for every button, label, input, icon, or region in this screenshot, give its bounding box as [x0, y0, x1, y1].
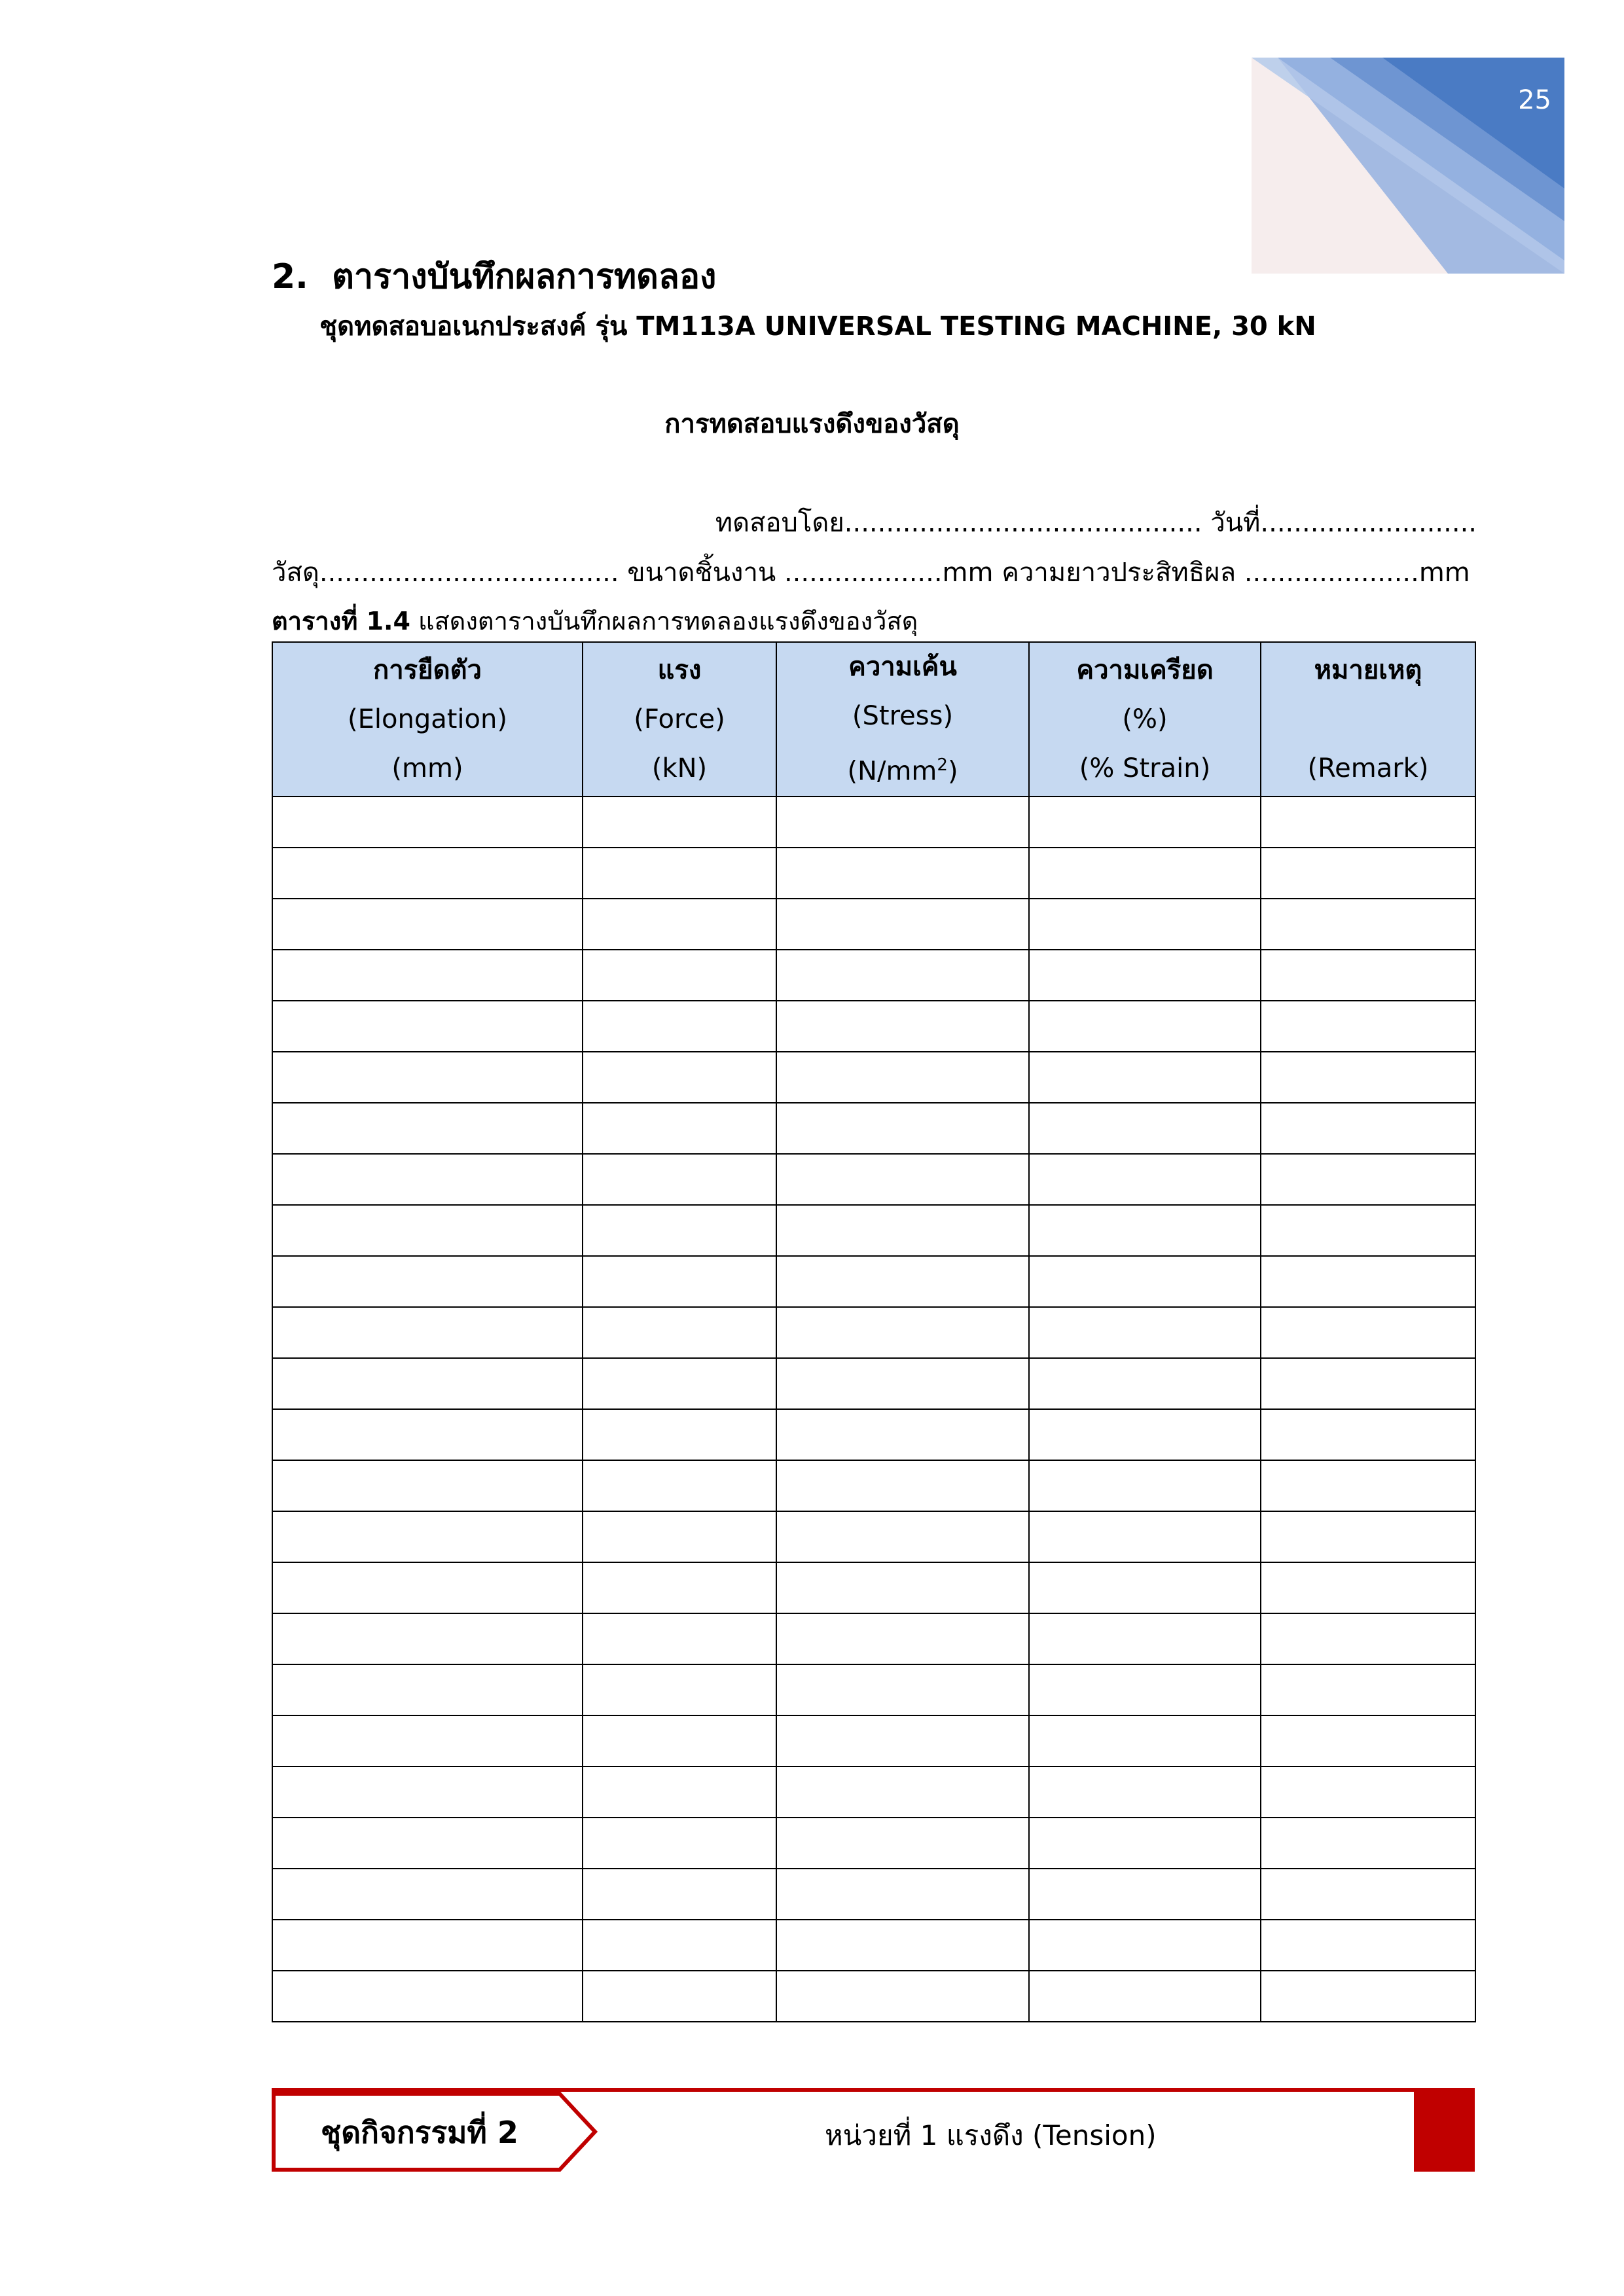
table-cell[interactable] — [583, 1818, 776, 1869]
table-cell[interactable] — [583, 1715, 776, 1767]
table-cell[interactable] — [776, 1818, 1029, 1869]
header-unit: (mm) — [391, 753, 463, 783]
section-heading — [272, 249, 716, 303]
table-cell[interactable] — [1029, 1052, 1261, 1103]
table-cell[interactable] — [272, 1664, 583, 1715]
table-cell[interactable] — [776, 1358, 1029, 1409]
table-cell[interactable] — [1261, 1920, 1475, 1971]
table-caption-text: แสดงตารางบันทึกผลการทดลองแรงดึงของวัสดุ — [410, 607, 918, 636]
table-cell[interactable] — [583, 1869, 776, 1920]
table-cell[interactable] — [272, 1511, 583, 1562]
table-row — [272, 1256, 1475, 1307]
header-english: (%) — [1122, 704, 1168, 734]
table-cell[interactable] — [1029, 1971, 1261, 2022]
header-thai: แรง — [657, 655, 702, 685]
table-cell[interactable] — [272, 1920, 583, 1971]
tester-date-line: ทดสอบโดย........................................... วันที่.......................... — [715, 508, 1477, 538]
table-cell[interactable] — [776, 1409, 1029, 1460]
table-cell[interactable] — [272, 1767, 583, 1818]
material-size-line: วัสดุ.................................... ขนาดชิ้นงาน ...................mm ความยาวประสิทธิผล .....................mm — [272, 558, 1470, 588]
header-strain — [1029, 642, 1261, 797]
table-cell[interactable] — [1261, 797, 1475, 848]
table-cell[interactable] — [1029, 1409, 1261, 1460]
table-cell[interactable] — [776, 1103, 1029, 1154]
activity-label: ชุดกิจกรรมที่ 2 — [321, 2115, 518, 2150]
table-cell[interactable] — [776, 1205, 1029, 1256]
table-cell[interactable] — [583, 1103, 776, 1154]
table-cell[interactable] — [272, 1409, 583, 1460]
header-unit-superscript: 2 — [937, 755, 948, 775]
table-row — [272, 1052, 1475, 1103]
table-cell[interactable] — [583, 848, 776, 899]
table-cell[interactable] — [776, 1715, 1029, 1767]
table-cell[interactable] — [1029, 1103, 1261, 1154]
table-cell[interactable] — [583, 1767, 776, 1818]
table-cell[interactable] — [1029, 1511, 1261, 1562]
table-cell[interactable] — [583, 1511, 776, 1562]
table-cell[interactable] — [583, 1307, 776, 1358]
table-cell[interactable] — [776, 1052, 1029, 1103]
table-cell[interactable] — [1261, 1001, 1475, 1052]
table-row — [272, 1358, 1475, 1409]
table-cell[interactable] — [1029, 1460, 1261, 1511]
table-row — [272, 797, 1475, 848]
table-cell[interactable] — [776, 1511, 1029, 1562]
table-cell[interactable] — [583, 1154, 776, 1205]
table-row — [272, 1869, 1475, 1920]
table-cell[interactable] — [1029, 1358, 1261, 1409]
header-english: (Stress) — [852, 701, 954, 731]
table-row — [272, 1971, 1475, 2022]
table-cell[interactable] — [1029, 1562, 1261, 1613]
table-cell[interactable] — [1261, 1818, 1475, 1869]
table-cell[interactable] — [272, 1103, 583, 1154]
table-cell[interactable] — [1261, 1460, 1475, 1511]
table-row — [272, 1664, 1475, 1715]
table-cell[interactable] — [1261, 1869, 1475, 1920]
table-cell[interactable] — [1261, 1409, 1475, 1460]
table-cell[interactable] — [1261, 1562, 1475, 1613]
header-unit: (N/mm — [847, 756, 937, 787]
table-cell[interactable] — [1029, 1715, 1261, 1767]
table-cell[interactable] — [1029, 848, 1261, 899]
table-cell[interactable] — [1029, 1767, 1261, 1818]
header-force — [583, 642, 776, 797]
table-cell[interactable] — [1029, 1307, 1261, 1358]
table-cell[interactable] — [272, 1715, 583, 1767]
table-cell[interactable] — [272, 1205, 583, 1256]
table-row — [272, 1562, 1475, 1613]
table-row — [272, 1154, 1475, 1205]
table-cell[interactable] — [583, 1562, 776, 1613]
page-number: 25 — [1518, 85, 1551, 115]
table-cell[interactable] — [776, 1154, 1029, 1205]
table-cell[interactable] — [583, 1358, 776, 1409]
header-english: (Force) — [634, 704, 725, 734]
table-cell[interactable] — [1261, 1767, 1475, 1818]
table-row — [272, 1920, 1475, 1971]
table-cell[interactable] — [1029, 1205, 1261, 1256]
table-row — [272, 1001, 1475, 1052]
table-cell[interactable] — [272, 1358, 583, 1409]
header-unit: (Remark) — [1307, 753, 1429, 783]
section-number: 2. — [272, 257, 308, 296]
table-cell[interactable] — [583, 1052, 776, 1103]
table-cell[interactable] — [776, 1613, 1029, 1664]
table-row — [272, 899, 1475, 950]
section-title: ตารางบันทึกผลการทดลอง — [332, 257, 717, 296]
table-cell[interactable] — [776, 1767, 1029, 1818]
table-cell[interactable] — [1029, 1613, 1261, 1664]
header-english: (Elongation) — [348, 704, 507, 734]
table-cell[interactable] — [1029, 1256, 1261, 1307]
table-cell[interactable] — [583, 797, 776, 848]
header-stress — [776, 642, 1029, 797]
table-cell[interactable] — [272, 1971, 583, 2022]
table-cell[interactable] — [1261, 848, 1475, 899]
table-cell[interactable] — [272, 1001, 583, 1052]
table-cell[interactable] — [272, 1052, 583, 1103]
table-row — [272, 1205, 1475, 1256]
table-cell[interactable] — [1261, 1256, 1475, 1307]
table-cell[interactable] — [583, 1920, 776, 1971]
table-row — [272, 1715, 1475, 1767]
table-cell[interactable] — [776, 1562, 1029, 1613]
header-thai: การยืดตัว — [372, 655, 482, 685]
header-unit: (kN) — [651, 753, 708, 783]
table-cell[interactable] — [1261, 1154, 1475, 1205]
table-cell[interactable] — [776, 1460, 1029, 1511]
table-cell[interactable] — [1029, 797, 1261, 848]
header-thai: ความเค้น — [848, 652, 957, 682]
header-unit-wrap: $(N/mm^2)$ — [847, 755, 958, 787]
table-cell[interactable] — [1029, 899, 1261, 950]
table-cell[interactable] — [1029, 1664, 1261, 1715]
table-cell[interactable] — [583, 1409, 776, 1460]
results-table — [272, 641, 1476, 2022]
table-row — [272, 848, 1475, 899]
header-thai: ความเครียด — [1076, 655, 1214, 685]
table-cell[interactable] — [272, 1613, 583, 1664]
table-row — [272, 1818, 1475, 1869]
table-row — [272, 1103, 1475, 1154]
table-cell[interactable] — [1029, 1818, 1261, 1869]
table-cell[interactable] — [272, 1256, 583, 1307]
table-cell[interactable] — [272, 1562, 583, 1613]
table-cell[interactable] — [272, 1818, 583, 1869]
table-cell[interactable] — [776, 1307, 1029, 1358]
section-subtitle: ชุดทดสอบอเนกประสงค์ รุ่น TM113A UNIVERSAL TESTING MACHINE, 30 kN — [319, 312, 1316, 342]
table-cell[interactable] — [272, 797, 583, 848]
table-cell[interactable] — [1261, 1664, 1475, 1715]
table-header-row — [272, 642, 1475, 797]
footer-red-block — [1414, 2092, 1475, 2172]
table-cell[interactable] — [1261, 1715, 1475, 1767]
header-unit: (% Strain) — [1079, 753, 1211, 783]
header-elongation — [272, 642, 583, 797]
table-cell[interactable] — [272, 1307, 583, 1358]
table-row — [272, 950, 1475, 1001]
table-row — [272, 1511, 1475, 1562]
table-cell[interactable] — [1029, 1869, 1261, 1920]
table-cell[interactable] — [583, 950, 776, 1001]
table-row — [272, 1613, 1475, 1664]
table-cell[interactable] — [272, 1154, 583, 1205]
table-cell[interactable] — [583, 1205, 776, 1256]
table-caption — [272, 601, 918, 641]
table-cell[interactable] — [272, 1869, 583, 1920]
table-row — [272, 1409, 1475, 1460]
table-cell[interactable] — [583, 1664, 776, 1715]
table-cell[interactable] — [1029, 1001, 1261, 1052]
table-cell[interactable] — [272, 899, 583, 950]
table-cell[interactable] — [1029, 1154, 1261, 1205]
table-row — [272, 1460, 1475, 1511]
table-cell[interactable] — [1261, 1971, 1475, 2022]
table-cell[interactable] — [776, 1256, 1029, 1307]
table-cell[interactable] — [776, 797, 1029, 848]
table-cell[interactable] — [583, 899, 776, 950]
table-cell[interactable] — [1261, 1103, 1475, 1154]
table-cell[interactable] — [776, 1001, 1029, 1052]
test-title: การทดสอบแรงดึงของวัสดุ — [664, 409, 960, 439]
table-cell[interactable] — [776, 1664, 1029, 1715]
table-body — [272, 797, 1475, 2022]
table-cell[interactable] — [776, 899, 1029, 950]
table-cell[interactable] — [583, 1613, 776, 1664]
table-cell[interactable] — [1261, 899, 1475, 950]
unit-label: หน่วยที่ 1 แรงดึง (Tension) — [825, 2119, 1157, 2151]
table-cell[interactable] — [776, 1971, 1029, 2022]
table-cell[interactable] — [1261, 1358, 1475, 1409]
table-cell[interactable] — [272, 950, 583, 1001]
table-cell[interactable] — [1261, 1307, 1475, 1358]
table-cell[interactable] — [776, 848, 1029, 899]
table-cell[interactable] — [583, 1256, 776, 1307]
table-cell[interactable] — [776, 1920, 1029, 1971]
table-cell[interactable] — [1261, 1511, 1475, 1562]
table-cell[interactable] — [272, 1460, 583, 1511]
table-cell[interactable] — [1261, 1052, 1475, 1103]
table-row — [272, 1307, 1475, 1358]
table-row — [272, 1767, 1475, 1818]
header-thai: หมายเหตุ — [1314, 655, 1422, 685]
table-caption-label: ตารางที่ 1.4 — [272, 607, 410, 636]
table-cell[interactable] — [1029, 1920, 1261, 1971]
table-cell[interactable] — [1261, 1613, 1475, 1664]
table-cell[interactable] — [1261, 1205, 1475, 1256]
table-cell[interactable] — [776, 950, 1029, 1001]
table-cell[interactable] — [272, 848, 583, 899]
table-cell[interactable] — [1261, 950, 1475, 1001]
table-cell[interactable] — [583, 1460, 776, 1511]
table-cell[interactable] — [776, 1869, 1029, 1920]
table-cell[interactable] — [583, 1001, 776, 1052]
table-cell[interactable] — [1029, 950, 1261, 1001]
header-remark — [1261, 642, 1475, 797]
table-cell[interactable] — [583, 1971, 776, 2022]
header-english — [1261, 695, 1475, 744]
